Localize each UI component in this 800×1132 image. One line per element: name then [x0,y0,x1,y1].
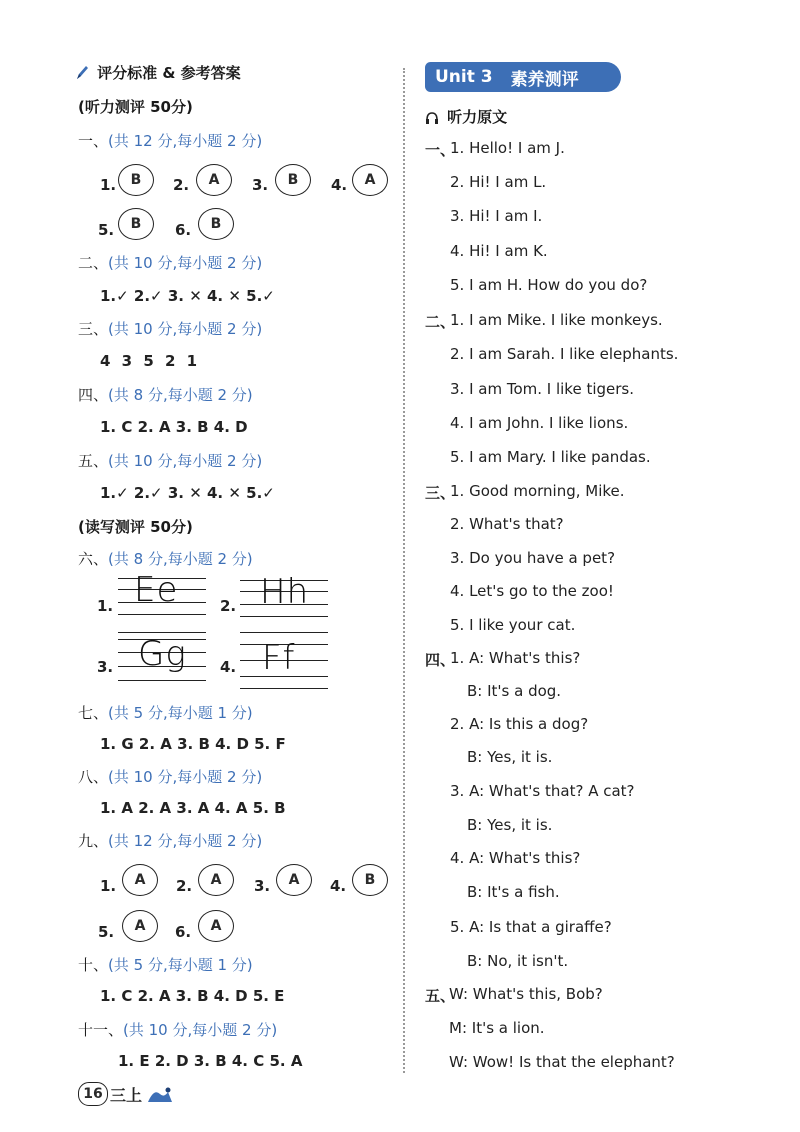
section-11-header: 十一、(共 10 分,每小题 2 分) [78,1021,278,1039]
circled-answer: B [118,208,154,240]
circled-answer: A [276,864,312,896]
group-4-label: 四、 [425,651,456,669]
transcript-line: 5. I am H. How do you do? [450,276,648,294]
transcript-line: W: Wow! Is that the elephant? [449,1053,675,1071]
circled-answer: A [122,864,158,896]
question-number: 5. [98,923,115,941]
transcript-line: 1. Good morning, Mike. [450,482,625,500]
question-number: 1. [100,877,117,895]
question-number: 1. [97,597,114,615]
group-2-label: 二、 [425,313,456,331]
page-number: 16 [78,1082,108,1106]
handwriting-grid [240,572,328,620]
circled-answer: A [198,864,234,896]
group-1-label: 一、 [425,141,456,159]
unit-label: Unit 3 [435,67,493,87]
answer-key-title: 评分标准 & 参考答案 [97,64,241,82]
transcript-line: 4. A: What's this? [450,849,581,867]
section-7-header: 七、(共 5 分,每小题 1 分) [78,704,253,722]
group-5-label: 五、 [425,987,456,1005]
section-3-header: 三、(共 10 分,每小题 2 分) [78,320,263,338]
transcript-line: B: It's a fish. [467,883,560,901]
handwriting-grid [118,570,206,618]
section-4-answers: 1. C 2. A 3. B 4. D [100,418,248,436]
circled-answer: A [196,164,232,196]
section-2-answers: 1.✓ 2.✓ 3. ✕ 4. ✕ 5.✓ [100,287,275,305]
handwritten-letters: Ff [262,638,296,678]
group-3-label: 三、 [425,484,456,502]
transcript-line: 5. I like your cat. [450,616,576,634]
question-number: 2. [173,176,190,194]
question-number: 6. [175,923,192,941]
question-number: 6. [175,221,192,239]
transcript-line: 4. Let's go to the zoo! [450,582,614,600]
circled-answer: B [275,164,311,196]
section-10-answers: 1. C 2. A 3. B 4. D 5. E [100,987,285,1005]
section-7-answers: 1. G 2. A 3. B 4. D 5. F [100,735,286,753]
transcript-line: 1. A: What's this? [450,649,581,667]
unit-title: 素养测评 [510,69,579,90]
reading-writing-score-title: (读写测评 50分) [78,518,193,536]
transcript-line: 2. What's that? [450,515,564,533]
handwriting-grid [240,632,328,696]
section-11-answers: 1. E 2. D 3. B 4. C 5. A [118,1052,303,1070]
section-10-header: 十、(共 5 分,每小题 1 分) [78,956,253,974]
grade-label: 三上 [110,1086,143,1105]
handwritten-letters: Hh [260,572,310,612]
unit-badge [425,62,621,92]
question-number: 1. [100,176,117,194]
transcript-line: 2. Hi! I am L. [450,173,547,191]
circled-answer: B [352,864,388,896]
question-number: 3. [254,877,271,895]
section-4-header: 四、(共 8 分,每小题 2 分) [78,386,253,404]
section-3-answers: 4 3 5 2 1 [100,352,198,370]
transcript-line: M: It's a lion. [449,1019,545,1037]
listening-score-title: (听力测评 50分) [78,98,193,116]
headphones-icon [425,110,439,129]
section-6-header: 六、(共 8 分,每小题 2 分) [78,550,253,568]
section-2-header: 二、(共 10 分,每小题 2 分) [78,254,263,272]
handwriting-grid [118,632,206,686]
question-number: 3. [97,658,114,676]
transcript-line: 2. A: Is this a dog? [450,715,589,733]
transcript-line: 5. A: Is that a giraffe? [450,918,612,936]
transcript-line: B: Yes, it is. [467,816,553,834]
handwritten-letters: Ee [134,570,179,610]
transcript-line: 1. I am Mike. I like monkeys. [450,311,663,329]
question-number: 3. [252,176,269,194]
transcript-line: 3. Do you have a pet? [450,549,616,567]
section-5-answers: 1.✓ 2.✓ 3. ✕ 4. ✕ 5.✓ [100,484,275,502]
circled-answer: A [198,910,234,942]
section-8-header: 八、(共 10 分,每小题 2 分) [78,768,263,786]
section-1-header: 一、(共 12 分,每小题 2 分) [78,132,263,150]
circled-answer: B [198,208,234,240]
circled-answer: B [118,164,154,196]
circled-answer: A [352,164,388,196]
transcript-line: B: Yes, it is. [467,748,553,766]
question-number: 4. [330,877,347,895]
transcript-line: 4. Hi! I am K. [450,242,548,260]
transcript-line: 5. I am Mary. I like pandas. [450,448,651,466]
section-9-header: 九、(共 12 分,每小题 2 分) [78,832,263,850]
question-number: 4. [331,176,348,194]
transcript-line: 4. I am John. I like lions. [450,414,629,432]
transcript-title: 听力原文 [447,108,508,126]
transcript-line: 3. Hi! I am I. [450,207,543,225]
transcript-line: 3. I am Tom. I like tigers. [450,380,635,398]
wave-decoration-icon [146,1084,176,1110]
transcript-line: W: What's this, Bob? [449,985,603,1003]
transcript-line: 1. Hello! I am J. [450,139,565,157]
question-number: 4. [220,658,237,676]
question-number: 2. [220,597,237,615]
transcript-line: 3. A: What's that? A cat? [450,782,635,800]
transcript-line: B: It's a dog. [467,682,562,700]
transcript-header [425,106,507,129]
section-5-header: 五、(共 10 分,每小题 2 分) [78,452,263,470]
handwritten-letters: Gg [138,634,187,674]
section-8-answers: 1. A 2. A 3. A 4. A 5. B [100,799,286,817]
transcript-line: 2. I am Sarah. I like elephants. [450,345,679,363]
circled-answer: A [122,910,158,942]
question-number: 2. [176,877,193,895]
pencil-icon [75,65,89,85]
question-number: 5. [98,221,115,239]
transcript-line: B: No, it isn't. [467,952,569,970]
answer-key-header [75,62,241,85]
column-divider [403,68,405,1073]
